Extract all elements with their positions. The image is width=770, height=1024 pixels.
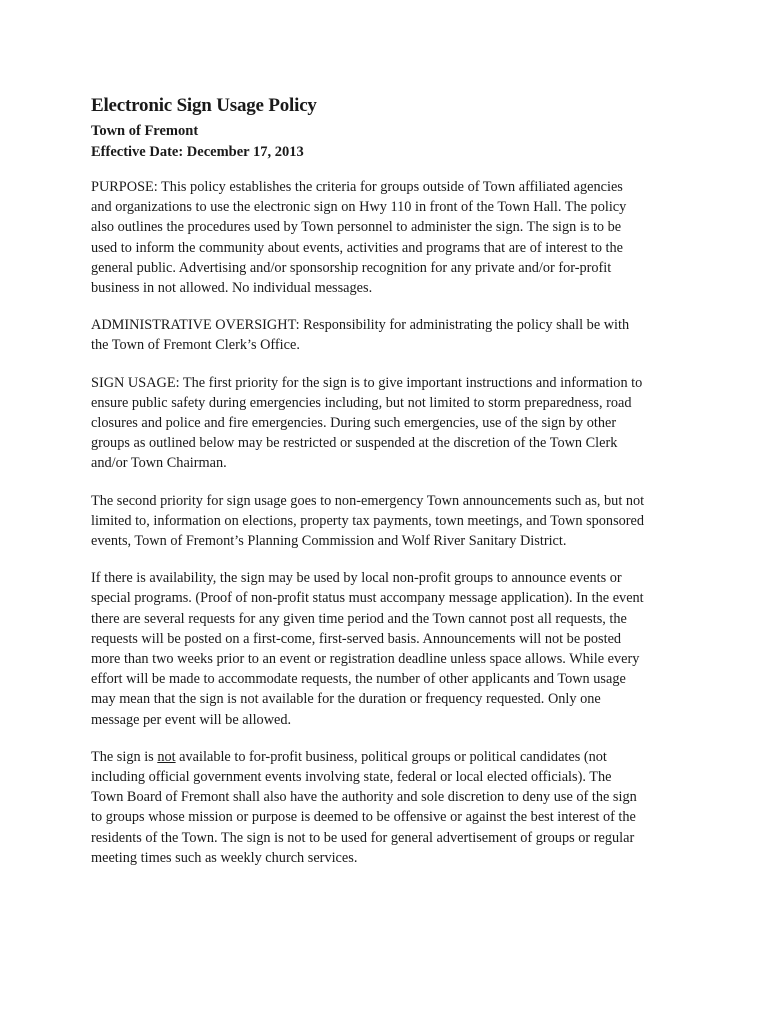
paragraph-line: there are several requests for any given time period and the Town cannot post all requests, the xyxy=(91,610,627,627)
paragraph-line: to groups whose mission or purpose is deemed to be offensive or against the best interest of the xyxy=(91,809,636,826)
paragraph-line: residents of the Town. The sign is not to be used for general advertisement of groups or regular xyxy=(91,829,635,846)
availability-paragraph xyxy=(91,568,691,730)
paragraph-line: groups as outlined below may be restricted or suspended at the discretion of the Town Clerk xyxy=(91,435,618,452)
paragraph-line: may mean that the sign is not available for the duration or frequency requested. Only one xyxy=(91,691,601,708)
paragraph-line: also outlines the procedures used by Town personnel to administer the sign. The sign is to be xyxy=(91,219,622,236)
paragraph-line: PURPOSE: This policy establishes the criteria for groups outside of Town affiliated agencies xyxy=(91,179,623,195)
document-body xyxy=(91,95,691,868)
paragraph-line: If there is availability, the sign may be used by local non-profit groups to announce events or xyxy=(91,570,622,587)
effective-date: Effective Date: December 17, 2013 xyxy=(91,144,304,160)
document-title: Electronic Sign Usage Policy xyxy=(91,95,317,116)
paragraph-line: meeting times such as weekly church services. xyxy=(91,849,358,866)
paragraph-line: the Town of Fremont Clerk’s Office. xyxy=(91,337,300,354)
underlined-not: not xyxy=(157,748,176,765)
oversight-paragraph xyxy=(91,315,691,355)
paragraph-line: general public. Advertising and/or sponsorship recognition for any private and/or for-profit xyxy=(91,259,612,276)
sign-usage-paragraph xyxy=(91,373,691,474)
restrictions-paragraph xyxy=(91,747,691,868)
paragraph-line: requests will be posted on a first-come, first-served basis. Announcements will not be posted xyxy=(91,630,622,647)
purpose-paragraph xyxy=(91,177,691,298)
paragraph-line: message per event will be allowed. xyxy=(91,711,292,728)
paragraph-line: and organizations to use the electronic sign on Hwy 110 in front of the Town Hall. The policy xyxy=(91,199,627,216)
paragraph-line: used to inform the community about events, activities and programs that are of interest to the xyxy=(91,239,624,256)
paragraph-line: special programs. (Proof of non-profit status must accompany message application). In the event xyxy=(91,590,644,607)
paragraph-line: business in not allowed. No individual messages. xyxy=(91,280,373,297)
paragraph-line: and/or Town Chairman. xyxy=(91,455,227,472)
paragraph-line: effort will be made to accommodate requests, the number of other applicants and Town usage xyxy=(91,671,626,688)
paragraph-line: SIGN USAGE: The first priority for the sign is to give important instructions and information to xyxy=(91,374,643,391)
paragraph-line xyxy=(91,747,691,767)
town-name: Town of Fremont xyxy=(91,123,199,139)
second-priority-paragraph xyxy=(91,491,691,552)
paragraph-line: limited to, information on elections, property tax payments, town meetings, and Town sponsored xyxy=(91,512,645,529)
paragraph-line: including official government events involving state, federal or local elected officials). The xyxy=(91,769,612,786)
paragraph-line: events, Town of Fremont’s Planning Commission and Wolf River Sanitary District. xyxy=(91,533,567,550)
restrictions-prefix: The sign is xyxy=(91,748,158,765)
paragraph-line: ADMINISTRATIVE OVERSIGHT: Responsibility for administrating the policy shall be with xyxy=(91,317,630,334)
paragraph-line: Town Board of Fremont shall also have the authority and sole discretion to deny use of the sign xyxy=(91,789,637,806)
paragraph-line: ensure public safety during emergencies including, but not limited to storm preparedness, road xyxy=(91,394,632,411)
restrictions-suffix: available to for-profit business, political groups or political candidates (not xyxy=(175,748,607,765)
paragraph-line: closures and police and fire emergencies. During such emergencies, use of the sign by other xyxy=(91,415,617,432)
paragraph-line: The second priority for sign usage goes to non-emergency Town announcements such as, but not xyxy=(91,492,645,509)
paragraph-line: more than two weeks prior to an event or registration deadline unless space allows. While every xyxy=(91,651,640,668)
